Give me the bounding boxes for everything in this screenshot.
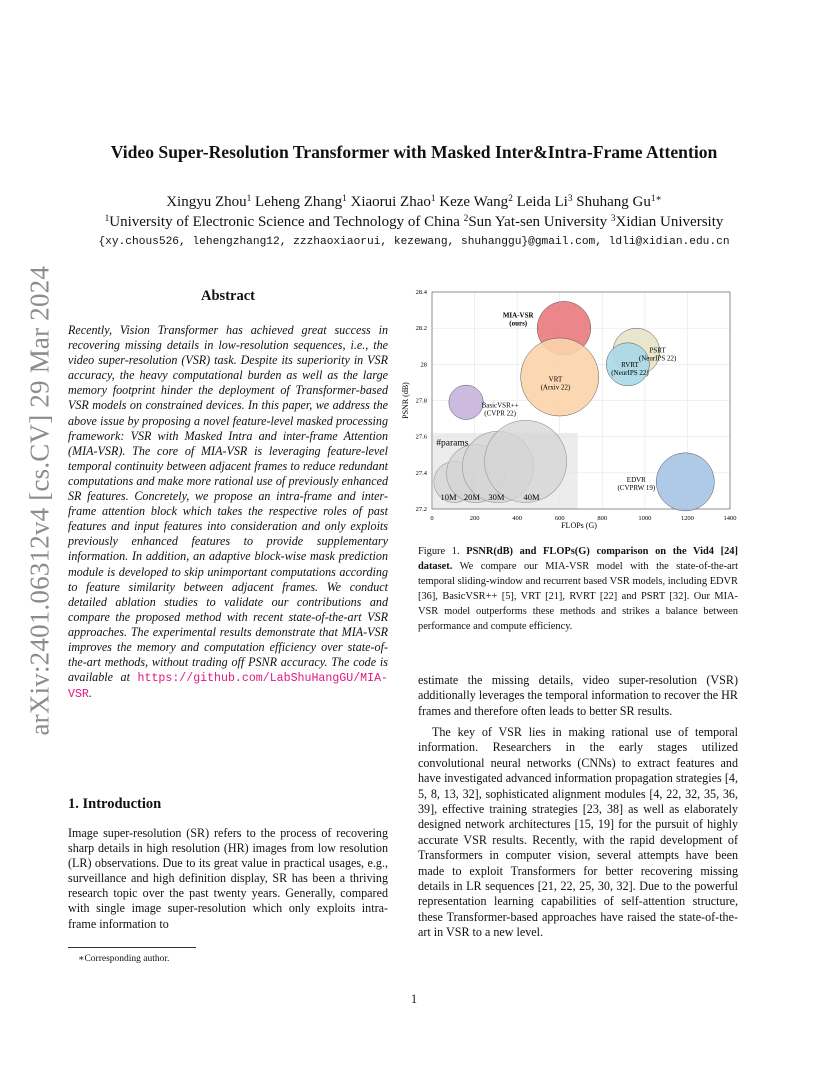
size-legend-label: 40M [523,491,540,502]
author-name: Xiaorui Zhao [350,194,431,210]
x-tick-label: 200 [469,515,480,522]
bubble-label: EDVR [626,475,646,484]
bubble-label: VRT [548,375,563,384]
affiliation-name: Sun Yat-sen University [468,214,608,230]
y-tick-label: 28 [420,361,427,369]
author-name: Leida Li [516,194,568,210]
footnote: ∗Corresponding author. [78,954,170,964]
size-legend-label: 30M [488,491,505,502]
author-emails: {xy.chous526, lehengzhang12, zzzhaoxiaorui, kezewang, shuhanggu}@gmail.com, ldli@xidian.edu.cn [98,236,730,248]
caption-text: We compare our MIA-VSR model with the state-of-the-art temporal sliding-window and recurrent based VSR models, including EDVR [36], BasicVSR++ [5], VRT [21], RVRT [22] and PSRT [32]. Our MIA-VSR model outperforms these methods and strikes a balance between performance and compute efficiency. [418,560,738,632]
bubble-edvr [656,453,714,511]
affil-mark: 1 [104,213,110,224]
bubble-label: PSRT [649,346,666,355]
bubble-label: MIA-VSR [502,311,534,320]
psnr-flops-chart [400,282,740,534]
figure-caption [418,545,738,634]
y-tick-label: 28.2 [415,325,427,333]
author-affil-mark: 1 [246,193,252,204]
size-legend-label: 20M [463,491,480,502]
caption-label: Figure 1. [418,546,460,557]
bubble-label-note: (Arxiv 22) [540,383,571,392]
page-number: 1 [410,992,418,1006]
arxiv-stamp: arXiv:2401.06312v4 [cs.CV] 29 Mar 2024 [24,265,55,736]
bubble-label-note: (NeurIPS 22) [611,369,649,378]
author-affil-mark: 1 [342,193,347,204]
affiliation-list [0,214,828,231]
intro-continued: estimate the missing details, video super-resolution (VSR) additionally leverages the temporal information to recover the HR frames and therefore often leads to better SR results. [418,673,738,718]
author-name: Keze Wang [439,194,509,210]
bubble-basicvsr- [449,385,483,419]
x-tick-label: 600 [554,515,565,522]
x-tick-label: 800 [597,515,608,522]
code-link[interactable]: https://github.com/LabShuHangGU/MIA-VSR [68,672,388,702]
abstract-heading: Abstract [201,288,255,304]
affiliation-name: University of Electronic Science and Technology of China [109,214,460,230]
bubble-label: BasicVSR++ [481,401,519,410]
abstract-text: Recently, Vision Transformer has achieved great success in recovering missing details in low-resolution sequences, i.e., the video super-resolution (VSR) task. Despite its superiority in VSR accuracy, the heavy computational burden as well as the large memory footprint hinder the deployment of Transformer-based VSR models on constrained devices. In this paper, we address the above issue by proposing a novel feature-level masked processing framework: VSR with Masked Intra and inter-frame Attention (MIA-VSR). The core of MIA-VSR is leveraging feature-level temporal continuity between adjacent frames to reduce redundant computations and make more rational use of previously enhanced SR features. Concretely, we propose an intra-frame and inter-frame attention block which takes the respective roles of past features and input features into consideration and only exploits previously enhanced features to provide supplementary information. In addition, an adaptive block-wise mask prediction module is developed to skip unimportant computations according to feature similarity between adjacent frames. We conduct detailed ablation studies to validate our contributions and compare the proposed method with recent state-of-the-art VSR approaches. The experimental results demonstrate that MIA-VSR improves the memory and computation efficiency over state-of-the-art methods, without trading off PSNR accuracy. The code is available at [68,323,388,685]
bubble-label-note: (CVPR 22) [484,409,516,418]
footnote-rule [68,947,196,948]
bubble-label: RVRT [621,361,639,370]
y-tick-label: 27.4 [415,469,427,477]
affil-mark: 2 [463,213,469,224]
author-name: Xingyu Zhou [166,194,247,210]
x-tick-label: 0 [430,515,434,522]
x-axis-label: FLOPs (G) [561,521,597,530]
y-tick-label: 27.6 [415,433,427,441]
intro-heading: 1. Introduction [68,796,162,812]
bubble-label-note: (CVPRW 19) [617,483,656,492]
author-affil-mark: 2 [508,193,513,204]
author-name: Leheng Zhang [255,194,343,210]
intro-paragraph-2: The key of VSR lies in making rational use of temporal information. Researchers in the early stages utilized convolutional neural networks (CNNs) to extract features and have investigated advanced information propagation strategies [4, 5, 8, 13, 32], sophisticated alignment modules [4, 22, 32, 35, 36, 39], effective training strategies [23, 38] as well as elaborately designed network architectures [15, 19] for the pursuit of highly accurate VSR results. Recently, with the rapid development of Transformers in computer vision, several attempts have been made to exploit Transformers for better recovering missing details in LR sequences [21, 22, 25, 30, 32]. Due to the powerful representation learning capabilities of self-attention structure, these Transformer-based approaches have raised the state-of-the-art in VSR to a new level. [418,725,738,940]
x-tick-label: 1200 [680,515,694,522]
y-tick-label: 27.2 [415,506,427,513]
y-tick-label: 27.8 [415,397,427,405]
intro-body: Image super-resolution (SR) refers to the process of recovering sharp details in high resolution (HR) images from low resolution (LR) observations. Due to its great value in practical usages, e.g., surveillance and high definition display, SR has been a thriving research topic over the past twenty years. Generally, compared with single image super-resolution which only exploits intra-frame information to [68,826,388,931]
author-name: Shuhang Gu [576,194,651,210]
affiliation-name: Xidian University [615,214,724,230]
size-legend-circle [485,420,567,502]
x-tick-label: 1000 [638,515,652,522]
size-legend-label: 10M [440,491,457,502]
bubble-label-note: (ours) [509,319,528,328]
author-affil-mark: 1∗ [650,193,662,204]
abstract-body [68,323,388,702]
size-legend-title: #params [436,438,469,449]
author-list [0,194,828,211]
x-tick-label: 1400 [723,515,737,522]
author-affil-mark: 1 [430,193,436,204]
bubble-label-note: (NeurIPS 22) [638,354,677,363]
affil-mark: 3 [610,213,616,224]
x-tick-label: 400 [512,515,523,522]
abstract-end: . [88,686,92,701]
y-axis-label: PSNR (dB) [401,382,410,419]
caption-bold: PSNR(dB) and FLOPs(G) comparison on the Vid4 [24] dataset. [418,546,738,572]
paper-title: Video Super-Resolution Transformer with Masked Inter&Intra-Frame Attention [110,142,718,162]
y-tick-label: 28.4 [415,289,427,296]
author-affil-mark: 3 [567,193,573,204]
